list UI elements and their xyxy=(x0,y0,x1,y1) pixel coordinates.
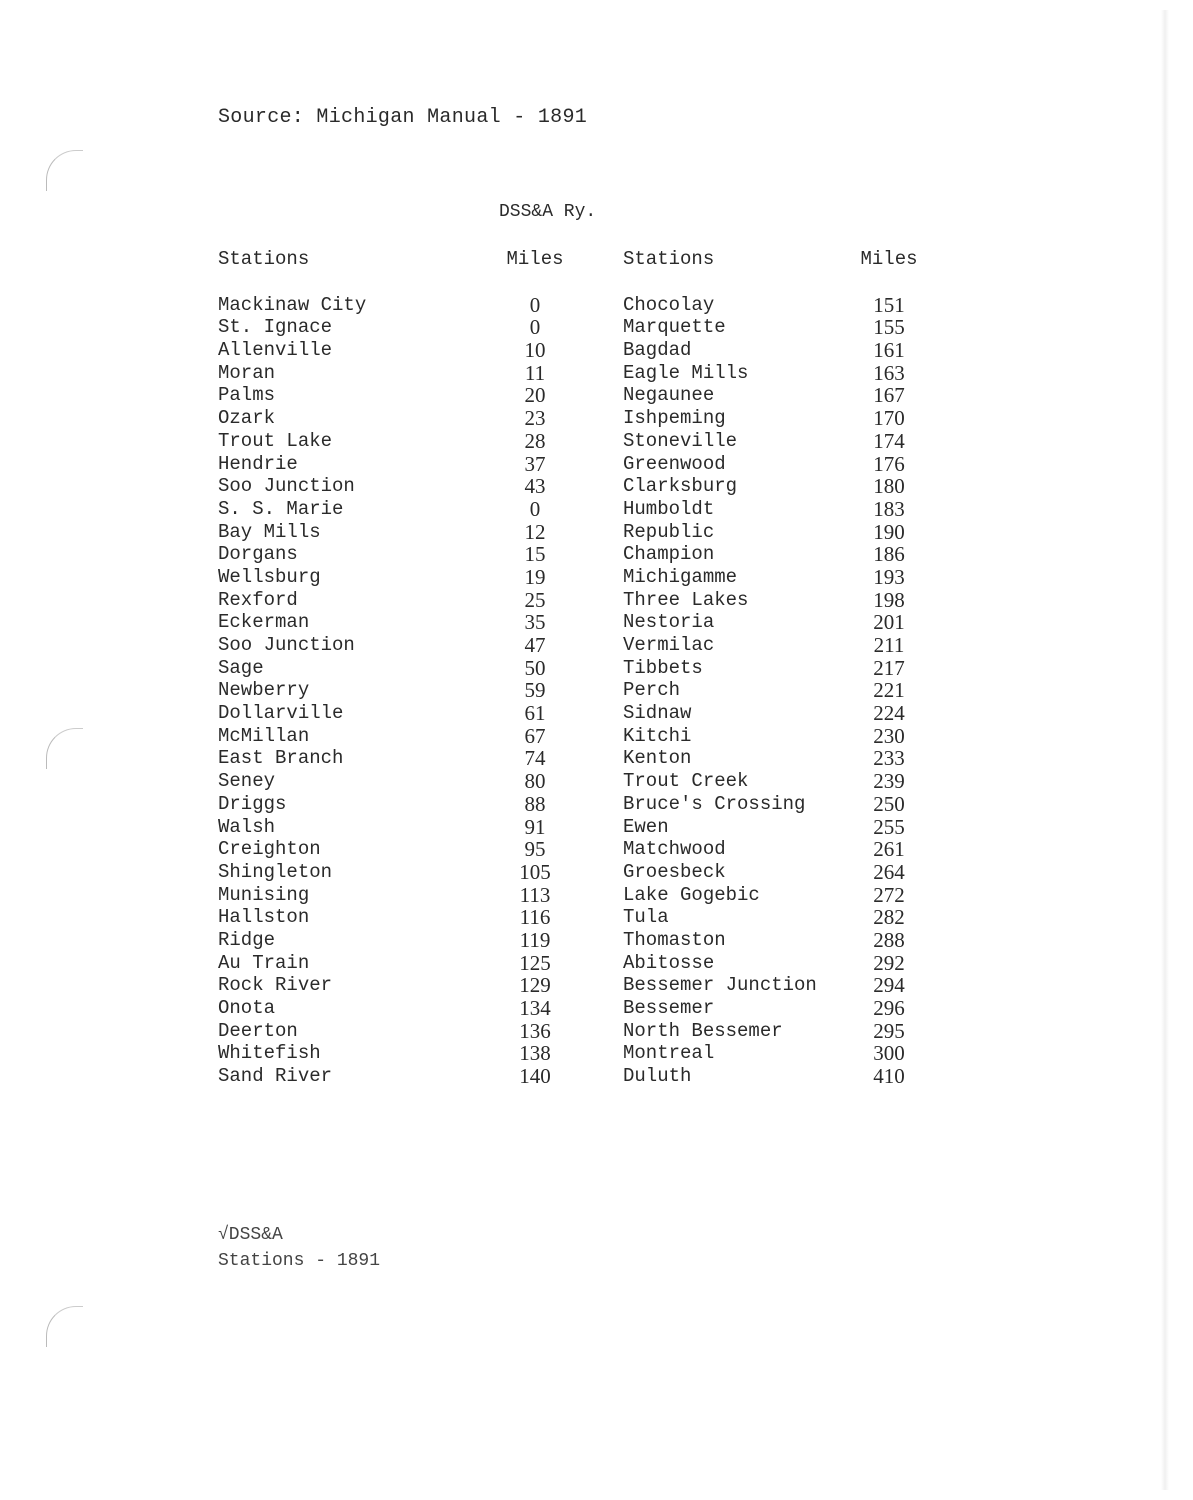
station-name: Soo Junction xyxy=(218,475,355,498)
station-name: Ewen xyxy=(623,815,669,838)
station-miles: 282 xyxy=(873,905,905,930)
station-name: Newberry xyxy=(218,679,310,702)
station-name: Shingleton xyxy=(218,860,333,883)
station-miles: 233 xyxy=(873,746,905,771)
station-name: Sand River xyxy=(218,1065,333,1088)
station-miles: 50 xyxy=(524,655,546,680)
station-name: Trout Creek xyxy=(623,770,749,793)
station-name: Eckerman xyxy=(218,611,310,634)
station-miles: 0 xyxy=(529,496,541,521)
stations-header: Stations xyxy=(218,248,310,270)
station-miles: 47 xyxy=(524,633,546,657)
station-miles: 61 xyxy=(524,701,546,726)
station-name: Eagle Mills xyxy=(623,361,749,384)
page-edge-shadow xyxy=(1161,10,1169,1490)
station-name: Three Lakes xyxy=(623,588,749,611)
station-name: St. Ignace xyxy=(218,316,333,339)
station-miles: 201 xyxy=(873,610,905,635)
footer-line-1: √DSS&A xyxy=(218,1225,283,1245)
station-name: Humboldt xyxy=(623,497,715,520)
station-miles: 119 xyxy=(519,927,551,952)
station-name: Bagdad xyxy=(623,339,692,362)
station-miles: 95 xyxy=(524,837,546,862)
station-miles: 0 xyxy=(529,292,541,317)
station-miles: 91 xyxy=(524,814,546,839)
station-miles: 43 xyxy=(524,474,546,499)
station-name: Champion xyxy=(623,543,715,566)
station-miles: 19 xyxy=(524,564,546,589)
station-name: Kenton xyxy=(623,747,692,770)
station-name: Chocolay xyxy=(623,293,715,316)
station-name: Wellsburg xyxy=(218,565,321,588)
source-line: Source: Michigan Manual - 1891 xyxy=(218,106,588,129)
station-name: Lake Gogebic xyxy=(623,883,760,906)
stations-header: Stations xyxy=(623,248,715,270)
footer-note xyxy=(218,1222,380,1274)
station-miles: 296 xyxy=(873,996,905,1020)
station-miles: 161 xyxy=(873,338,905,363)
station-name: Soo Junction xyxy=(218,634,355,656)
station-miles: 134 xyxy=(519,996,551,1020)
station-miles: 272 xyxy=(873,882,905,907)
station-name: Driggs xyxy=(218,792,287,815)
station-name: Michigamme xyxy=(623,565,738,588)
left-stations-column xyxy=(218,248,366,1088)
station-miles: 59 xyxy=(524,678,546,703)
station-name: Matchwood xyxy=(623,838,726,861)
punch-hole-mark xyxy=(46,1306,83,1347)
station-miles: 74 xyxy=(524,746,546,771)
station-name: Duluth xyxy=(623,1065,692,1088)
station-name: Moran xyxy=(218,361,276,384)
miles-header: Miles xyxy=(506,248,564,270)
station-name: Clarksburg xyxy=(623,475,738,498)
station-name: Walsh xyxy=(218,815,276,838)
station-miles: 25 xyxy=(524,587,546,612)
station-name: Trout Lake xyxy=(218,429,333,452)
station-miles: 300 xyxy=(873,1041,905,1066)
punch-hole-mark xyxy=(46,150,83,191)
station-miles: 67 xyxy=(524,723,546,748)
station-name: Montreal xyxy=(623,1042,715,1065)
station-miles: 116 xyxy=(519,905,551,930)
station-miles: 37 xyxy=(524,451,546,476)
station-miles: 174 xyxy=(873,428,905,453)
railway-title: DSS&A Ry. xyxy=(499,202,597,222)
station-miles: 198 xyxy=(873,587,905,612)
station-name: Au Train xyxy=(218,951,310,974)
station-miles: 11 xyxy=(524,360,546,385)
station-name: Stoneville xyxy=(623,429,738,452)
station-name: East Branch xyxy=(218,747,344,770)
station-miles: 221 xyxy=(873,678,905,703)
station-name: Dorgans xyxy=(218,543,298,566)
station-name: Onota xyxy=(218,997,276,1019)
station-name: Marquette xyxy=(623,316,726,339)
station-name: Sidnaw xyxy=(623,702,692,725)
station-name: Republic xyxy=(623,520,715,543)
station-miles: 193 xyxy=(873,564,905,589)
station-miles: 136 xyxy=(519,1018,551,1043)
station-name: McMillan xyxy=(218,724,310,747)
footer-line-2: Stations - 1891 xyxy=(218,1251,381,1271)
station-miles: 239 xyxy=(873,769,905,794)
station-miles: 28 xyxy=(524,428,546,453)
station-miles: 217 xyxy=(873,655,905,680)
station-miles: 155 xyxy=(873,315,905,340)
station-name: Tula xyxy=(623,906,669,929)
station-name: S. S. Marie xyxy=(218,497,344,520)
station-miles: 129 xyxy=(519,973,551,998)
station-miles: 224 xyxy=(873,701,905,726)
station-name: Bay Mills xyxy=(218,520,321,543)
station-name: Perch xyxy=(623,679,681,702)
station-miles: 80 xyxy=(524,769,546,794)
station-name: Sage xyxy=(218,656,264,679)
station-name: Seney xyxy=(218,770,276,793)
station-miles: 186 xyxy=(873,542,905,567)
station-name: Deerton xyxy=(218,1019,298,1042)
station-miles: 138 xyxy=(519,1041,551,1066)
station-name: Hallston xyxy=(218,906,310,929)
station-miles: 140 xyxy=(519,1064,551,1089)
miles-header: Miles xyxy=(860,248,918,270)
station-name: Dollarville xyxy=(218,702,344,725)
station-miles: 264 xyxy=(873,859,905,884)
station-name: Kitchi xyxy=(623,724,692,747)
station-miles: 163 xyxy=(873,360,905,385)
station-miles: 0 xyxy=(529,315,541,340)
station-miles: 176 xyxy=(873,451,905,476)
station-name: Thomaston xyxy=(623,928,726,951)
station-miles: 180 xyxy=(873,474,905,499)
station-miles: 20 xyxy=(524,383,546,408)
right-stations-column xyxy=(623,248,817,1088)
station-name: Greenwood xyxy=(623,452,726,475)
station-name: Groesbeck xyxy=(623,860,726,883)
station-miles: 23 xyxy=(524,406,546,431)
station-miles: 170 xyxy=(873,406,905,431)
station-miles: 12 xyxy=(524,519,546,544)
station-miles: 15 xyxy=(524,542,546,567)
station-miles: 292 xyxy=(873,950,905,975)
station-name: Bessemer xyxy=(623,997,715,1019)
station-name: Bessemer Junction xyxy=(623,974,817,997)
station-name: Mackinaw City xyxy=(218,293,367,316)
station-miles: 295 xyxy=(873,1018,905,1043)
station-miles: 10 xyxy=(524,338,546,363)
station-name: Ozark xyxy=(218,407,276,430)
station-miles: 410 xyxy=(873,1064,905,1089)
station-miles: 255 xyxy=(873,814,905,839)
station-miles: 105 xyxy=(519,859,551,884)
station-name: Whitefish xyxy=(218,1042,321,1065)
left-miles-column xyxy=(505,248,565,1088)
station-miles: 125 xyxy=(519,950,551,975)
station-name: Ridge xyxy=(218,928,276,951)
station-name: Hendrie xyxy=(218,452,298,475)
station-miles: 288 xyxy=(873,927,905,952)
station-name: Abitosse xyxy=(623,951,715,974)
station-name: Negaunee xyxy=(623,384,715,407)
right-miles-column xyxy=(858,248,920,1088)
station-name: Ishpeming xyxy=(623,407,726,430)
station-name: Tibbets xyxy=(623,656,703,679)
station-miles: 211 xyxy=(873,633,905,657)
station-name: North Bessemer xyxy=(623,1019,783,1042)
station-miles: 88 xyxy=(524,791,546,816)
station-miles: 190 xyxy=(873,519,905,544)
station-miles: 250 xyxy=(873,791,905,816)
station-name: Rock River xyxy=(218,974,333,997)
station-miles: 151 xyxy=(873,292,905,317)
station-name: Allenville xyxy=(218,339,333,362)
station-miles: 230 xyxy=(873,723,905,748)
station-miles: 113 xyxy=(519,882,551,907)
station-name: Munising xyxy=(218,883,310,906)
station-name: Bruce's Crossing xyxy=(623,792,806,815)
station-name: Nestoria xyxy=(623,611,715,634)
punch-hole-mark xyxy=(46,728,83,769)
station-miles: 261 xyxy=(873,837,905,862)
station-miles: 167 xyxy=(873,383,905,408)
station-miles: 183 xyxy=(873,496,905,521)
station-name: Vermilac xyxy=(623,634,715,656)
station-name: Rexford xyxy=(218,588,298,611)
station-miles: 35 xyxy=(524,610,546,635)
station-miles: 294 xyxy=(873,973,905,998)
station-name: Creighton xyxy=(218,838,321,861)
station-name: Palms xyxy=(218,384,276,407)
